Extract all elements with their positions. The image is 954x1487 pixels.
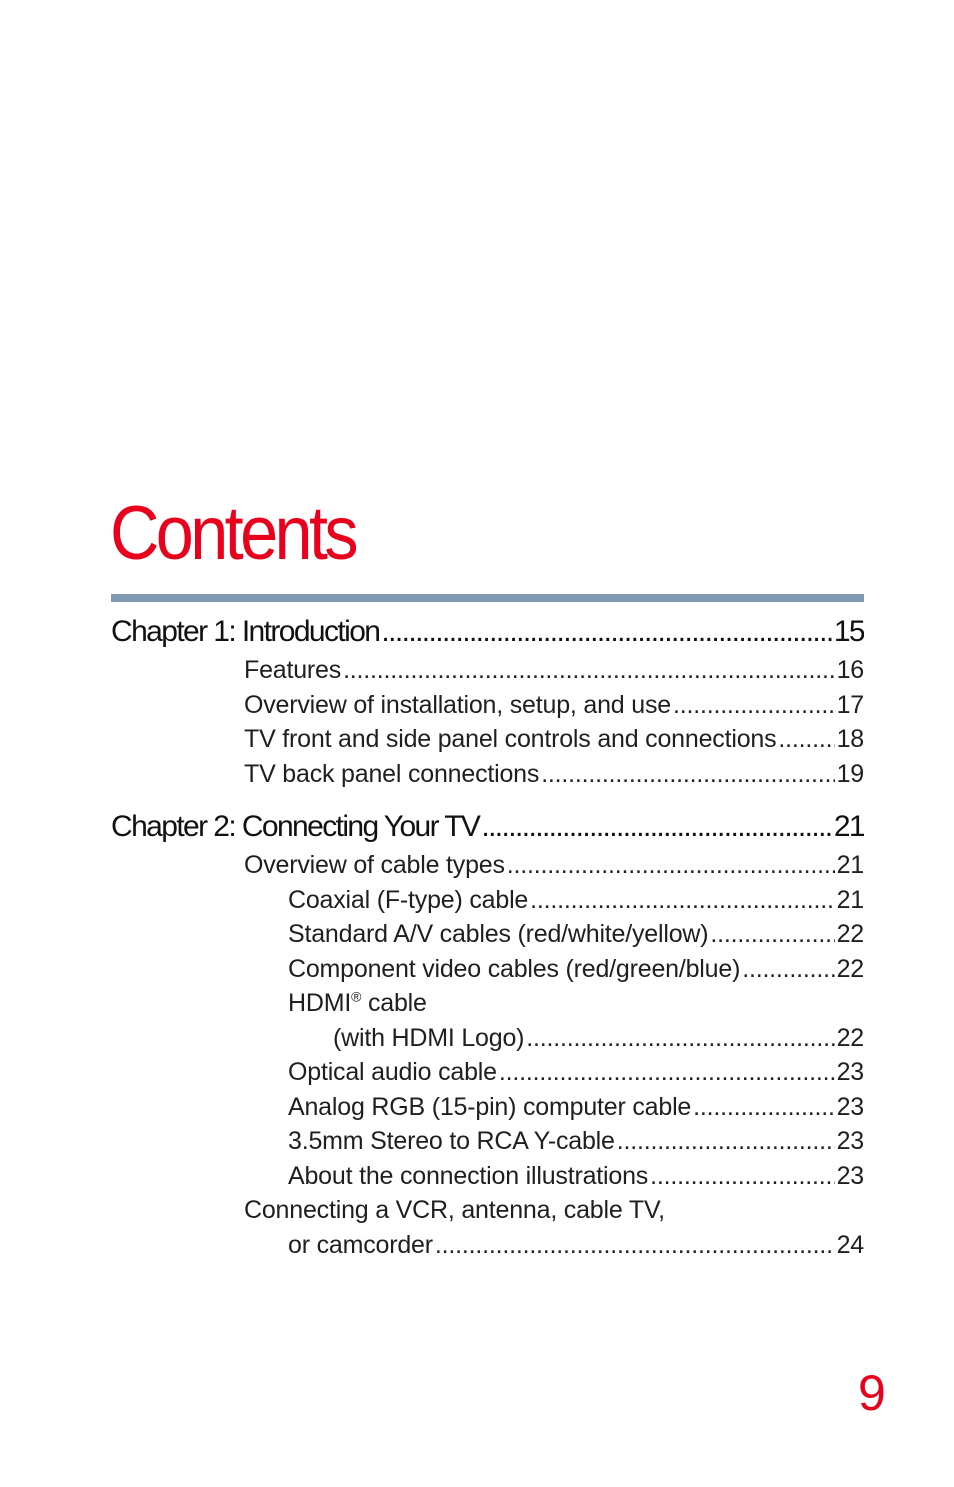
- toc-entry-label: TV back panel connections: [244, 760, 540, 788]
- toc-entry-cable-types[interactable]: [244, 849, 864, 881]
- dot-leader: [435, 1229, 835, 1261]
- toc-entry-features[interactable]: [244, 654, 864, 686]
- toc-entry-label: About the connection illustrations: [288, 1162, 649, 1190]
- toc-entry-chapter-1[interactable]: [111, 613, 864, 651]
- toc-entry-label: Overview of cable types: [244, 851, 505, 879]
- hdmi-label: HDMI: [288, 989, 352, 1017]
- toc-entry-page: 23: [836, 1058, 864, 1086]
- toc-entry-label: Component video cables (red/green/blue): [288, 955, 741, 983]
- page-title: Contents: [110, 491, 355, 576]
- toc-entry-camcorder[interactable]: [288, 1229, 864, 1261]
- registered-mark: ®: [351, 988, 362, 1005]
- toc-entry-label: Connecting a VCR, antenna, cable TV,: [244, 1196, 665, 1224]
- dot-leader: [710, 918, 834, 950]
- toc-entry-page: 21: [836, 886, 864, 914]
- toc-entry-page: 18: [836, 725, 864, 753]
- toc-entry-page: 17: [836, 691, 864, 719]
- dot-leader: [499, 1056, 835, 1088]
- toc-entry-hdmi-logo[interactable]: [333, 1022, 864, 1054]
- dot-leader: [381, 613, 831, 651]
- toc-entry-label: Overview of installation, setup, and use: [244, 691, 671, 719]
- dot-leader: [507, 849, 835, 881]
- toc-entry-label: Features: [244, 656, 342, 684]
- hdmi-label-suffix: cable: [367, 989, 427, 1017]
- toc-entry-page: 21: [836, 851, 864, 879]
- dot-leader: [541, 758, 834, 790]
- toc-entry-page: 23: [836, 1093, 864, 1121]
- toc-entry-page: 24: [836, 1231, 864, 1259]
- dot-leader: [742, 953, 834, 985]
- toc-entry-overview-installation[interactable]: [244, 689, 864, 721]
- toc-entry-page: 22: [836, 920, 864, 948]
- toc-entry-analog-rgb[interactable]: [288, 1091, 864, 1123]
- toc-entry-label: Analog RGB (15-pin) computer cable: [288, 1093, 692, 1121]
- toc-entry-standard-av[interactable]: [288, 918, 864, 950]
- toc-entry-page: 22: [836, 955, 864, 983]
- toc-entry-label: Coaxial (F-type) cable: [288, 886, 529, 914]
- dot-leader: [617, 1125, 835, 1157]
- dot-leader: [526, 1022, 834, 1054]
- toc-entry-label: Chapter 2: Connecting Your TV: [111, 810, 480, 843]
- toc-entry-label: [288, 987, 427, 1019]
- toc-entry-component-video[interactable]: [288, 953, 864, 985]
- toc-entry-chapter-2[interactable]: [111, 808, 864, 846]
- toc-entry-stereo-rca[interactable]: [288, 1125, 864, 1157]
- toc-entry-front-side-panel[interactable]: [244, 723, 864, 755]
- toc-entry-page: 16: [836, 656, 864, 684]
- toc-entry-hdmi[interactable]: [288, 987, 864, 1019]
- toc-entry-page: 19: [836, 760, 864, 788]
- dot-leader: [481, 808, 832, 846]
- toc-entry-label: Chapter 1: Introduction: [111, 615, 380, 648]
- toc-entry-label: Standard A/V cables (red/white/yellow): [288, 920, 709, 948]
- dot-leader: [343, 654, 835, 686]
- toc-entry-connecting-vcr[interactable]: [244, 1194, 864, 1226]
- toc-entry-page: 21: [833, 810, 864, 843]
- toc-entry-page: 23: [836, 1162, 864, 1190]
- dot-leader: [530, 884, 834, 916]
- dot-leader: [673, 689, 835, 721]
- toc-entry-page: 22: [836, 1024, 864, 1052]
- dot-leader: [650, 1160, 834, 1192]
- dot-leader: [778, 723, 834, 755]
- toc-entry-label: (with HDMI Logo): [333, 1024, 525, 1052]
- toc-entry-coaxial[interactable]: [288, 884, 864, 916]
- page-number: 9: [858, 1365, 886, 1421]
- toc-entry-page: 15: [833, 615, 864, 648]
- toc-entry-connection-illustrations[interactable]: [288, 1160, 864, 1192]
- toc-entry-back-panel[interactable]: [244, 758, 864, 790]
- toc-entry-label: 3.5mm Stereo to RCA Y-cable: [288, 1127, 615, 1155]
- toc-entry-label: TV front and side panel controls and connections: [244, 725, 777, 753]
- toc-entry-label: Optical audio cable: [288, 1058, 497, 1086]
- toc-entry-label: or camcorder: [288, 1231, 433, 1259]
- toc-entry-page: 23: [836, 1127, 864, 1155]
- dot-leader: [693, 1091, 834, 1123]
- toc-entry-optical-audio[interactable]: [288, 1056, 864, 1088]
